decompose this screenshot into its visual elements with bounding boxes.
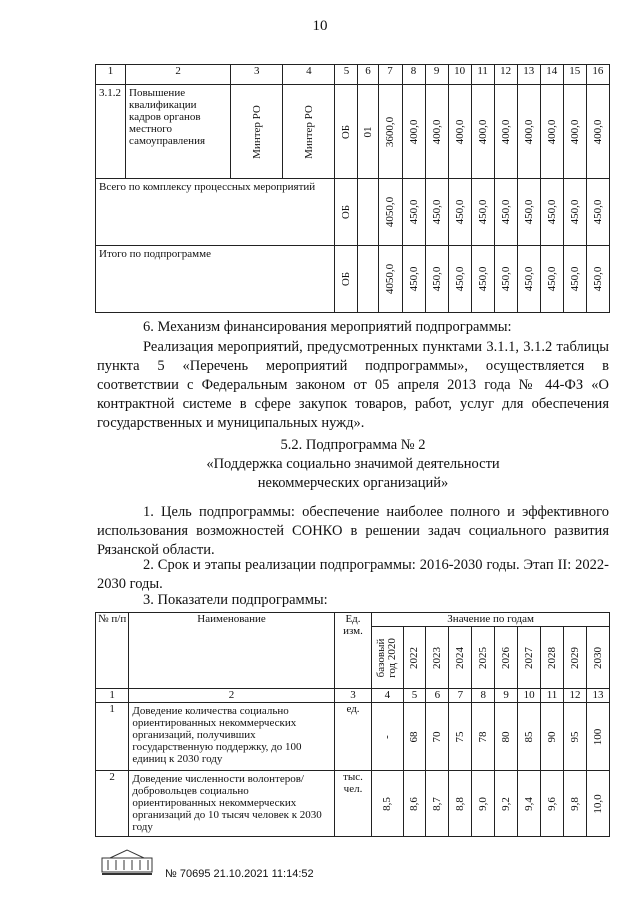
value-cell: 450,0 xyxy=(563,179,586,246)
value-cell: 80 xyxy=(495,703,518,771)
header-cell: 10 xyxy=(448,65,471,85)
header-values: Значение по годам xyxy=(372,613,610,627)
page-number: 10 xyxy=(312,18,328,34)
value-cell: 450,0 xyxy=(448,246,471,313)
value-cell: 9,0 xyxy=(472,771,495,837)
year-cell: 2026 xyxy=(495,627,518,689)
value-cell: 9,8 xyxy=(563,771,586,837)
value-cell: 9,6 xyxy=(541,771,564,837)
header-cell: 14 xyxy=(540,65,563,85)
header-cell: 15 xyxy=(563,65,586,85)
row-number: 1 xyxy=(96,703,129,771)
value-cell: 400,0 xyxy=(425,85,448,179)
source-cell: ОБ xyxy=(335,246,358,313)
table-row xyxy=(96,771,610,837)
header-cell: 9 xyxy=(425,65,448,85)
header-unit: Ед. изм. xyxy=(334,613,372,689)
document-registration-stamp: № 70695 21.10.2021 11:14:52 xyxy=(165,868,314,880)
header-cell: 1 xyxy=(96,65,126,85)
value-cell: 450,0 xyxy=(425,179,448,246)
year-cell: базовый год 2020 xyxy=(372,627,403,689)
year-cell: 2030 xyxy=(586,627,609,689)
value-cell: 8,5 xyxy=(372,771,403,837)
row-unit: тыс. чел. xyxy=(334,771,372,837)
value-cell: 8,7 xyxy=(426,771,449,837)
document-stamp-icon xyxy=(100,848,154,876)
value-cell: 400,0 xyxy=(563,85,586,179)
value-cell: 450,0 xyxy=(563,246,586,313)
year-cell: 2024 xyxy=(449,627,472,689)
value-cell: 400,0 xyxy=(494,85,517,179)
value-cell: 400,0 xyxy=(586,85,609,179)
header-cell: 7 xyxy=(378,65,402,85)
value-cell: 78 xyxy=(472,703,495,771)
value-cell: 450,0 xyxy=(586,246,609,313)
row-number: 2 xyxy=(96,771,129,837)
section6-title: 6. Механизм финансирования мероприятий подпрограммы: xyxy=(143,319,512,335)
value-cell: 70 xyxy=(426,703,449,771)
row-label: Итого по подпрограмме xyxy=(96,246,335,313)
value-cell: 75 xyxy=(449,703,472,771)
indicators-table xyxy=(95,612,610,837)
header-cell: 8 xyxy=(402,65,425,85)
subprogram-heading: 5.2. Подпрограмма № 2 xyxy=(280,437,426,453)
value-cell: 400,0 xyxy=(448,85,471,179)
header-num: № п/п xyxy=(96,613,129,689)
table-header-row xyxy=(96,65,610,85)
numbering-row: 1 2 3 4 5 6 7 8 9 10 11 12 13 xyxy=(96,689,610,703)
value-cell: 4050,0 xyxy=(378,246,402,313)
source-cell: ОБ xyxy=(335,85,358,179)
value-cell: 3600,0 xyxy=(378,85,402,179)
header-cell: 13 xyxy=(517,65,540,85)
value-cell: 450,0 xyxy=(425,246,448,313)
value-cell: 68 xyxy=(403,703,426,771)
year-cell: 2022 xyxy=(403,627,426,689)
value-cell: 450,0 xyxy=(517,246,540,313)
source-cell: ОБ xyxy=(335,179,358,246)
value-cell: 95 xyxy=(563,703,586,771)
value-cell: 450,0 xyxy=(517,179,540,246)
value-cell: 8,8 xyxy=(449,771,472,837)
value-cell: 90 xyxy=(541,703,564,771)
executor-cell: Минтер РО xyxy=(283,85,335,179)
value-cell: 450,0 xyxy=(402,246,425,313)
table-header-row xyxy=(96,613,610,627)
table-row xyxy=(96,703,610,771)
value-cell: 450,0 xyxy=(540,179,563,246)
funding-table xyxy=(95,64,610,313)
year-cell: 2029 xyxy=(563,627,586,689)
empty-cell xyxy=(358,246,378,313)
subprogram-indicators: 3. Показатели подпрограммы: xyxy=(143,592,328,608)
row-number: 3.1.2 xyxy=(96,85,126,179)
header-cell: 5 xyxy=(335,65,358,85)
row-label: Всего по комплексу процессных мероприятий xyxy=(96,179,335,246)
value-cell: 450,0 xyxy=(471,179,494,246)
header-name: Наименование xyxy=(129,613,334,689)
value-cell: 10,0 xyxy=(586,771,609,837)
header-cell: 16 xyxy=(586,65,609,85)
value-cell: - xyxy=(372,703,403,771)
subprogram-title: «Поддержка социально значимой деятельности некоммерческих организаций» xyxy=(206,456,500,491)
executor-cell: Минтер РО xyxy=(231,85,283,179)
value-cell: 100 xyxy=(586,703,609,771)
empty-cell xyxy=(358,179,378,246)
value-cell: 400,0 xyxy=(471,85,494,179)
section6-text: Реализация мероприятий, предусмотренных пунктами 3.1.1, 3.1.2 таблицы пункта 5 «Перечень мероприятий подпрограммы», осуществляется в соответствии с Федеральным законом от 05 апреля 2013 года № 44-ФЗ «О контрактной системе в сфере закупок товаров, работ, услуг для обеспечения государственных и муниципальных нужд». xyxy=(97,339,609,431)
value-cell: 400,0 xyxy=(517,85,540,179)
year-cell: 2028 xyxy=(541,627,564,689)
header-cell: 2 xyxy=(126,65,231,85)
row-name: Доведение численности волонтеров/добровольцев социально ориентированных некоммерческих организаций до 10 тысяч человек к 2030 году xyxy=(129,771,334,837)
row-name: Повышение квалификации кадров органов местного самоуправления xyxy=(126,85,231,179)
value-cell: 400,0 xyxy=(540,85,563,179)
table-row-total-complex xyxy=(96,179,610,246)
subprogram-goal: 1. Цель подпрограммы: обеспечение наиболее полного и эффективного использования возможностей СОНКО в решении задач социального развития Рязанской области. xyxy=(97,504,609,558)
header-cell: 4 xyxy=(283,65,335,85)
value-cell: 450,0 xyxy=(471,246,494,313)
value-cell: 450,0 xyxy=(448,179,471,246)
table-row-total-sub xyxy=(96,246,610,313)
value-cell: 450,0 xyxy=(402,179,425,246)
header-cell: 12 xyxy=(494,65,517,85)
header-cell: 6 xyxy=(358,65,378,85)
value-cell: 400,0 xyxy=(402,85,425,179)
value-cell: 450,0 xyxy=(540,246,563,313)
value-cell: 8,6 xyxy=(403,771,426,837)
row-name: Доведение количества социально ориентированных некоммерческих организаций, получивших государственную поддержку, до 100 единиц к 2030 году xyxy=(129,703,334,771)
value-cell: 4050,0 xyxy=(378,179,402,246)
header-cell: 11 xyxy=(471,65,494,85)
row-unit: ед. xyxy=(334,703,372,771)
code-cell: 01 xyxy=(358,85,378,179)
value-cell: 450,0 xyxy=(494,246,517,313)
value-cell: 9,2 xyxy=(495,771,518,837)
header-cell: 3 xyxy=(231,65,283,85)
value-cell: 85 xyxy=(518,703,541,771)
year-cell: 2027 xyxy=(518,627,541,689)
table-row xyxy=(96,85,610,179)
year-cell: 2025 xyxy=(472,627,495,689)
value-cell: 450,0 xyxy=(586,179,609,246)
year-cell: 2023 xyxy=(426,627,449,689)
subprogram-term: 2. Срок и этапы реализации подпрограммы: 2016-2030 годы. Этап II: 2022-2030 годы. xyxy=(97,557,609,592)
value-cell: 450,0 xyxy=(494,179,517,246)
value-cell: 9,4 xyxy=(518,771,541,837)
